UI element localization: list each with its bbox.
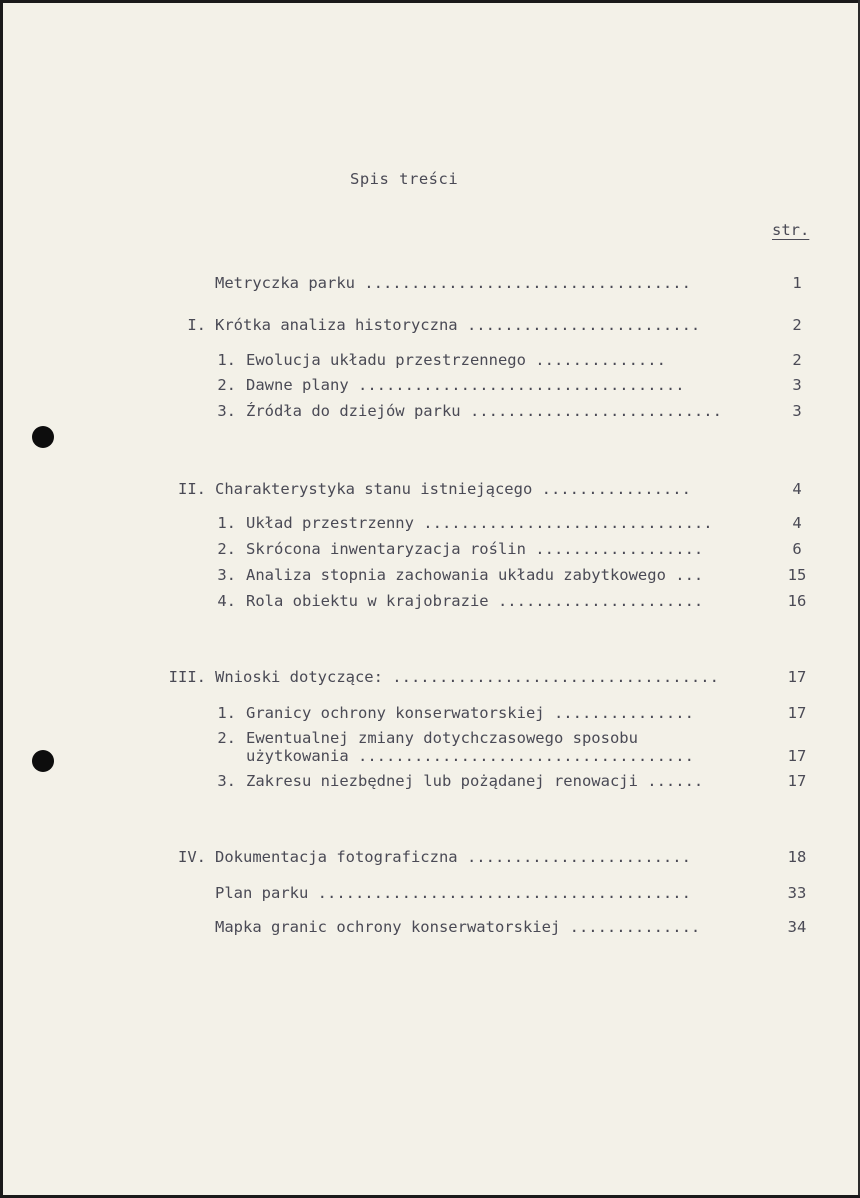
toc-entry-page: 2 xyxy=(792,316,802,334)
toc-section xyxy=(0,668,860,690)
toc-entry-label: Układ przestrzenny ............................... xyxy=(246,514,713,532)
toc-subentry xyxy=(0,592,860,614)
toc-subentry xyxy=(0,772,860,794)
toc-subentry-number: 1. xyxy=(217,351,236,369)
toc-entry-label: Źródła do dziejów parku ........................... xyxy=(246,402,722,420)
toc-entry-page: 17 xyxy=(787,747,807,765)
toc-subentry xyxy=(0,402,860,424)
toc-subentry xyxy=(0,540,860,562)
toc-subentry-number: 3. xyxy=(217,772,236,790)
toc-entry-label: Granicy ochrony konserwatorskiej ............... xyxy=(246,704,694,722)
toc-subentry-number: 3. xyxy=(217,566,236,584)
toc-entry-page: 3 xyxy=(792,402,802,420)
toc-entry-page: 15 xyxy=(787,566,807,584)
toc-subentry xyxy=(0,566,860,588)
toc-entry-label: Skrócona inwentaryzacja roślin .................. xyxy=(246,540,704,558)
toc-entry-label: Dawne plany ................................... xyxy=(246,376,685,394)
toc-entry-page: 6 xyxy=(792,540,802,558)
toc-entry-label: użytkowania .................................... xyxy=(246,747,694,765)
toc-entry-label: Plan parku ........................................ xyxy=(215,884,691,902)
toc-subentry xyxy=(0,704,860,726)
toc-entry-label: Ewolucja układu przestrzennego .............. xyxy=(246,351,666,369)
toc-entry-page: 1 xyxy=(792,274,802,292)
toc-section-number: IV. xyxy=(178,848,206,866)
toc-entry-label: Krótka analiza historyczna ......................... xyxy=(215,316,701,334)
toc-subentry xyxy=(0,514,860,536)
toc-entry-label: Mapka granic ochrony konserwatorskiej .............. xyxy=(215,918,701,936)
toc-entry-label: Charakterystyka stanu istniejącego ................ xyxy=(215,480,691,498)
toc-subentry-continuation xyxy=(0,747,860,769)
toc-subentry-number: 2. xyxy=(217,729,236,747)
toc-entry-label: Metryczka parku ................................... xyxy=(215,274,691,292)
toc-entry-label: Dokumentacja fotograficzna ........................ xyxy=(215,848,691,866)
toc-entry-page: 17 xyxy=(787,704,807,722)
toc-entry-page: 4 xyxy=(792,480,802,498)
toc-entry xyxy=(0,884,860,906)
toc-entry xyxy=(0,918,860,940)
toc-entry-label: Wnioski dotyczące: ................................... xyxy=(215,668,719,686)
toc-entry-page: 4 xyxy=(792,514,802,532)
punch-hole-icon xyxy=(32,426,54,448)
toc-entry-page: 34 xyxy=(787,918,807,936)
toc-entry-label: Rola obiektu w krajobrazie ...................... xyxy=(246,592,704,610)
toc-subentry-number: 1. xyxy=(217,704,236,722)
toc-entry-page: 33 xyxy=(787,884,807,902)
toc-subentry-number: 4. xyxy=(217,592,236,610)
toc-entry-page: 17 xyxy=(787,668,807,686)
scan-edge-top xyxy=(0,0,860,3)
toc-entry xyxy=(0,274,860,296)
toc-section-number: III. xyxy=(168,668,206,686)
page-column-header: str. xyxy=(772,221,810,239)
toc-section xyxy=(0,480,860,502)
toc-entry-page: 18 xyxy=(787,848,807,866)
toc-subentry-number: 2. xyxy=(217,540,236,558)
toc-subentry xyxy=(0,376,860,398)
toc-entry-label: Zakresu niezbędnej lub pożądanej renowacji ...... xyxy=(246,772,704,790)
toc-entry-page: 2 xyxy=(792,351,802,369)
toc-subentry xyxy=(0,351,860,373)
toc-subentry-number: 2. xyxy=(217,376,236,394)
toc-entry-page: 3 xyxy=(792,376,802,394)
toc-subentry-number: 3. xyxy=(217,402,236,420)
toc-entry-page: 16 xyxy=(787,592,807,610)
toc-entry-page: 17 xyxy=(787,772,807,790)
toc-section xyxy=(0,848,860,870)
document-title: Spis treści xyxy=(350,170,459,188)
toc-section-number: II. xyxy=(178,480,206,498)
toc-entry-label: Ewentualnej zmiany dotychczasowego sposobu xyxy=(246,729,638,747)
toc-section-number: I. xyxy=(187,316,206,334)
toc-entry-label: Analiza stopnia zachowania układu zabytkowego ... xyxy=(246,566,704,584)
toc-section xyxy=(0,316,860,338)
toc-subentry-number: 1. xyxy=(217,514,236,532)
